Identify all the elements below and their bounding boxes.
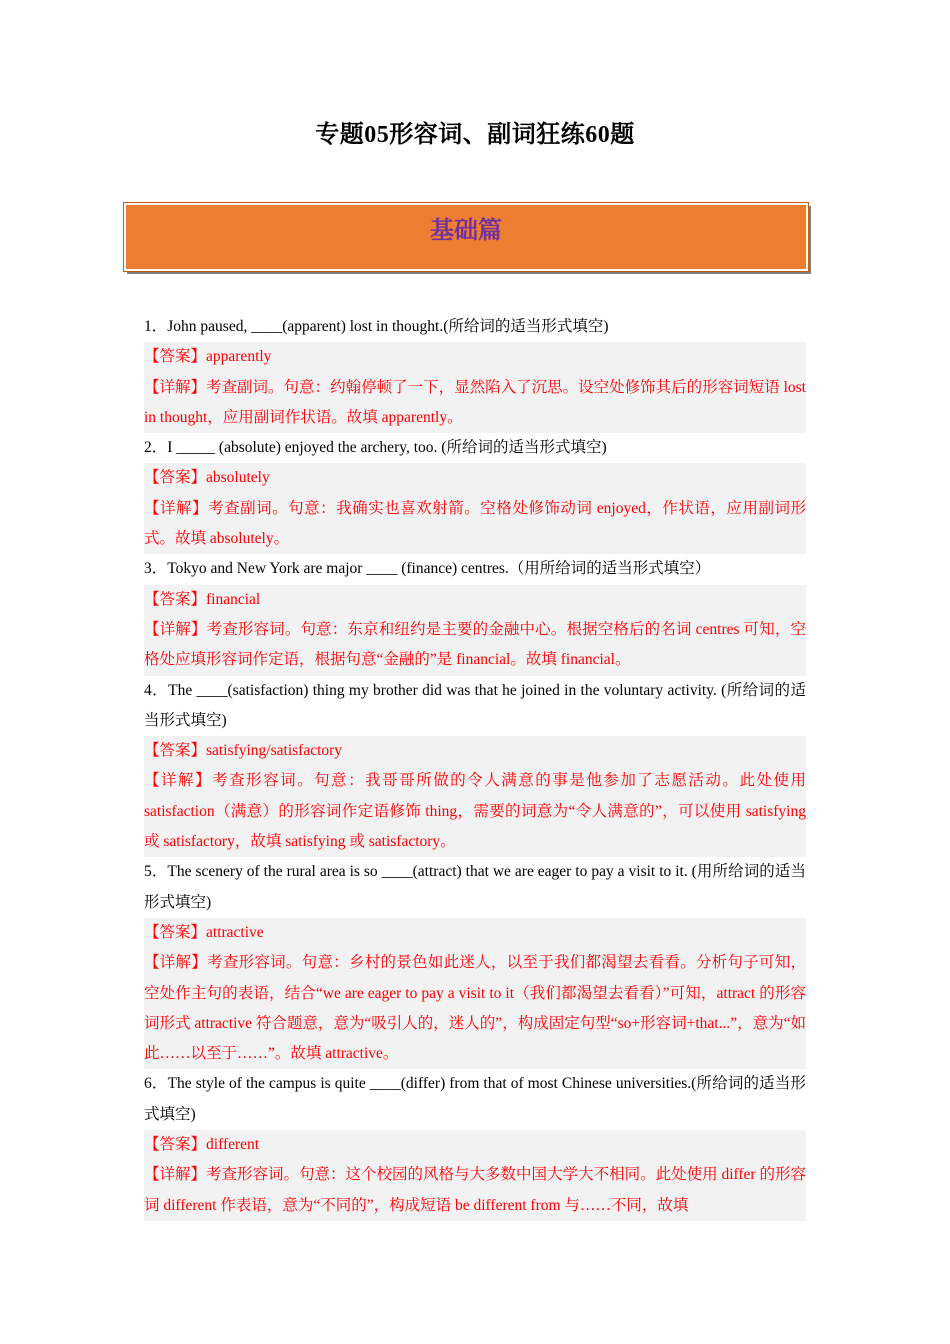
answer-line [144, 463, 806, 493]
answer-line [144, 1130, 806, 1160]
answer-tag: 【答案】 [144, 1136, 207, 1154]
section-banner [124, 203, 808, 271]
page-title: 专题05形容词、副词狂练60题 [315, 122, 635, 148]
answer-tag: 【答案】 [144, 348, 207, 366]
detail-text: 考查形容词。句意：乡村的景色如此迷人，以至于我们都渴望去看看。分析句子可知，空处作主句的表语，结合“we are eager to pay a visit to it（我们都渴望去看看）”可知，attract 的形容词形式 attractive 符合题意，意为“吸引人的，迷人的”，构成固定句型“so+形容词+that...”，意为“如此……以至于……”。故填 attractive。 [144, 954, 806, 1063]
detail-tag: 【详解】 [144, 378, 207, 396]
exercise-item [144, 312, 806, 433]
answer-tag: 【答案】 [144, 923, 207, 941]
detail-text: 考查副词。句意：我确实也喜欢射箭。空格处修饰动词 enjoyed，作状语，应用副词形式。故填 absolutely。 [144, 499, 806, 548]
answer-text: satisfying/satisfactory [206, 742, 343, 760]
detail-line [144, 1160, 806, 1221]
answer-line [144, 918, 806, 948]
detail-line [144, 494, 806, 555]
detail-tag: 【详解】 [144, 772, 213, 790]
answer-text: absolutely [206, 469, 270, 487]
answer-text: apparently [206, 348, 272, 366]
exercise-list [144, 312, 806, 1221]
answer-line [144, 342, 806, 372]
answer-block [144, 585, 806, 676]
answer-tag: 【答案】 [144, 590, 207, 608]
detail-text: 考查形容词。句意：东京和纽约是主要的金融中心。根据空格后的名词 centres 可知，空格处应填形容词作定语，根据句意“金融的”是 financial。故填 financial。 [144, 620, 806, 669]
detail-line [144, 615, 806, 676]
detail-line [144, 373, 806, 434]
answer-block [144, 342, 806, 433]
answer-text: different [206, 1136, 260, 1154]
answer-block [144, 918, 806, 1069]
answer-text: financial [206, 590, 261, 608]
answer-block [144, 736, 806, 857]
exercise-item [144, 676, 806, 858]
detail-tag: 【详解】 [144, 620, 207, 638]
question-text: 6．The style of the campus is quite ____(differ) from that of most Chinese universities.(所给词的适当形式填空) [144, 1075, 806, 1123]
answer-text: attractive [206, 923, 264, 941]
section-banner-label: 基础篇 [430, 218, 502, 244]
answer-line [144, 736, 806, 766]
question-text: 5．The scenery of the rural area is so ____(attract) that we are eager to pay a visit to it. (用所给词的适当形式填空) [144, 863, 806, 911]
detail-tag: 【详解】 [144, 499, 209, 517]
detail-tag: 【详解】 [144, 954, 208, 972]
question-text: 2．I _____ (absolute) enjoyed the archery, too. (所给词的适当形式填空) [144, 439, 607, 457]
answer-block [144, 1130, 806, 1221]
answer-tag: 【答案】 [144, 469, 207, 487]
exercise-item [144, 433, 806, 554]
exercise-item [144, 857, 806, 1069]
detail-text: 考查副词。句意：约翰停顿了一下，显然陷入了沉思。设空处修饰其后的形容词短语 lost in thought，应用副词作状语。故填 apparently。 [144, 378, 806, 426]
question-text: 1．John paused, ____(apparent) lost in thought.(所给词的适当形式填空) [144, 318, 609, 335]
answer-line [144, 585, 806, 615]
detail-line [144, 948, 806, 1069]
detail-text: 考查形容词。句意：这个校园的风格与大多数中国大学大不相同。此处使用 differ 的形容词 different 作表语，意为“不同的”，构成短语 be different from 与……不同，故填 [144, 1166, 806, 1214]
answer-block [144, 463, 806, 554]
question-text: 4．The ____(satisfaction) thing my brother did was that he joined in the voluntary activity. (所给词的适当形式填空) [144, 681, 806, 729]
exercise-item [144, 554, 806, 675]
detail-text: 考查形容词。句意：我哥哥所做的令人满意的事是他参加了志愿活动。此处使用 satisfaction（满意）的形容词作定语修饰 thing，需要的词意为“令人满意的”，可以使用 satisfying 或 satisfactory，故填 satisfying 或 satisfactory。 [144, 772, 806, 851]
detail-tag: 【详解】 [144, 1166, 207, 1184]
answer-tag: 【答案】 [144, 742, 207, 760]
question-text: 3．Tokyo and New York are major ____ (finance) centres.（用所给词的适当形式填空） [144, 560, 711, 578]
exercise-item [144, 1069, 806, 1220]
detail-line [144, 766, 806, 857]
